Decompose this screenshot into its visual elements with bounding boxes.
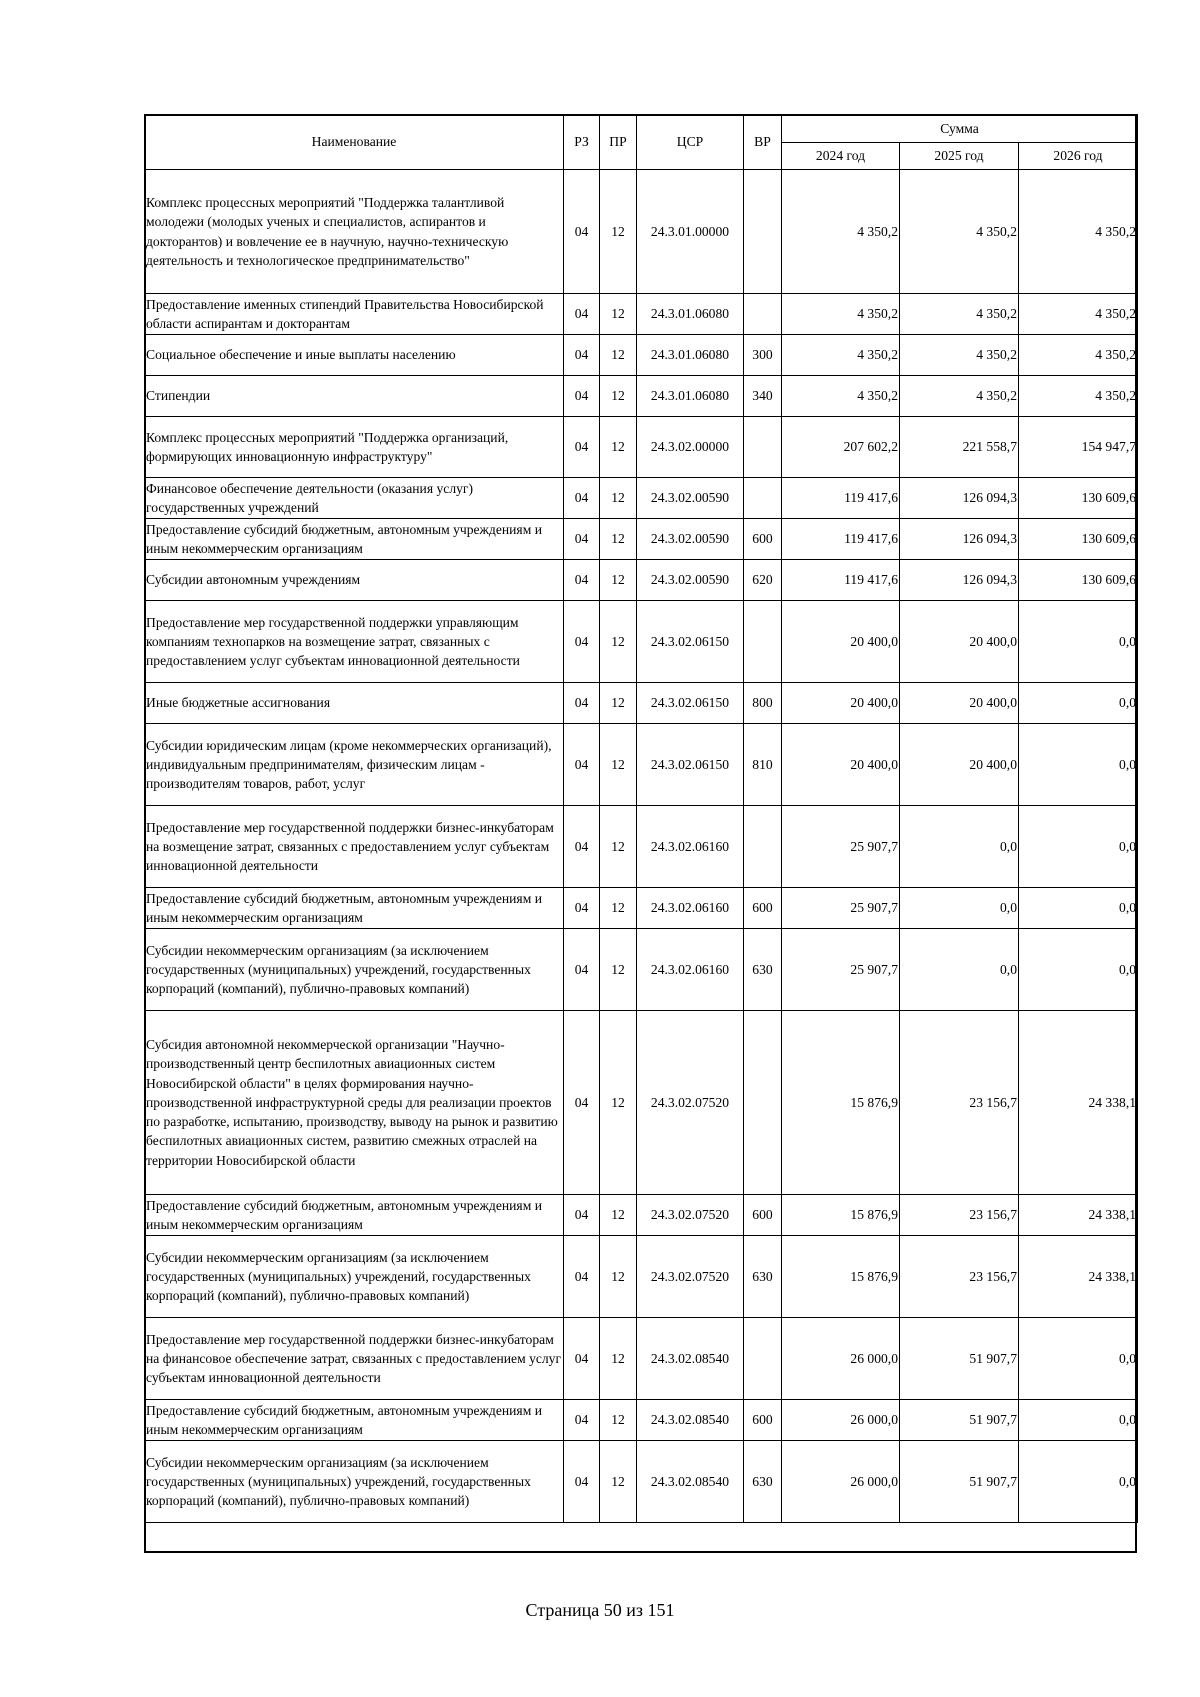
table-row bbox=[145, 519, 1138, 560]
row-sum-2026: 4 350,2 bbox=[1019, 170, 1138, 294]
header-name: Наименование bbox=[145, 115, 564, 170]
header-year-2024: 2024 год bbox=[782, 143, 900, 170]
row-rz: 04 bbox=[564, 478, 600, 519]
row-vr bbox=[744, 417, 782, 478]
row-name: Субсидии автономным учреждениям bbox=[145, 560, 564, 601]
row-rz: 04 bbox=[564, 1318, 600, 1400]
table-row bbox=[145, 888, 1138, 929]
row-csr: 24.3.02.00590 bbox=[637, 519, 744, 560]
row-csr: 24.3.02.06160 bbox=[637, 806, 744, 888]
row-pr: 12 bbox=[600, 1236, 637, 1318]
row-vr bbox=[744, 170, 782, 294]
row-vr: 340 bbox=[744, 376, 782, 417]
row-pr: 12 bbox=[600, 1400, 637, 1441]
row-vr bbox=[744, 1011, 782, 1195]
row-name: Субсидии некоммерческим организациям (за исключением государственных (муниципальных) учреждений, государственных корпораций (компаний), публично-правовых компаний) bbox=[145, 929, 564, 1011]
table-row bbox=[145, 170, 1138, 294]
row-sum-2024: 207 602,2 bbox=[782, 417, 900, 478]
row-vr: 600 bbox=[744, 1195, 782, 1236]
row-csr: 24.3.02.08540 bbox=[637, 1318, 744, 1400]
row-pr: 12 bbox=[600, 1011, 637, 1195]
row-rz: 04 bbox=[564, 294, 600, 335]
row-sum-2026: 4 350,2 bbox=[1019, 294, 1138, 335]
row-rz: 04 bbox=[564, 519, 600, 560]
row-csr: 24.3.02.07520 bbox=[637, 1236, 744, 1318]
row-sum-2026: 0,0 bbox=[1019, 888, 1138, 929]
row-sum-2026: 130 609,6 bbox=[1019, 560, 1138, 601]
row-sum-2024: 20 400,0 bbox=[782, 724, 900, 806]
row-sum-2025: 20 400,0 bbox=[900, 724, 1019, 806]
row-sum-2025: 126 094,3 bbox=[900, 519, 1019, 560]
row-rz: 04 bbox=[564, 683, 600, 724]
row-rz: 04 bbox=[564, 560, 600, 601]
row-sum-2025: 126 094,3 bbox=[900, 478, 1019, 519]
row-vr: 600 bbox=[744, 888, 782, 929]
row-pr: 12 bbox=[600, 417, 637, 478]
row-rz: 04 bbox=[564, 335, 600, 376]
row-rz: 04 bbox=[564, 1011, 600, 1195]
row-vr: 300 bbox=[744, 335, 782, 376]
row-csr: 24.3.01.06080 bbox=[637, 335, 744, 376]
row-vr bbox=[744, 478, 782, 519]
row-csr: 24.3.02.06160 bbox=[637, 929, 744, 1011]
row-sum-2026: 0,0 bbox=[1019, 929, 1138, 1011]
row-sum-2025: 23 156,7 bbox=[900, 1195, 1019, 1236]
page-number: Страница 50 из 151 bbox=[525, 1600, 675, 1620]
row-sum-2026: 130 609,6 bbox=[1019, 519, 1138, 560]
row-name: Предоставление субсидий бюджетным, автономным учреждениям и иным некоммерческим организациям bbox=[145, 888, 564, 929]
table-body bbox=[145, 170, 1138, 1523]
row-sum-2026: 0,0 bbox=[1019, 1400, 1138, 1441]
row-sum-2025: 4 350,2 bbox=[900, 335, 1019, 376]
row-csr: 24.3.02.06150 bbox=[637, 683, 744, 724]
row-sum-2025: 51 907,7 bbox=[900, 1441, 1019, 1523]
row-pr: 12 bbox=[600, 1441, 637, 1523]
row-sum-2024: 15 876,9 bbox=[782, 1236, 900, 1318]
row-rz: 04 bbox=[564, 724, 600, 806]
row-pr: 12 bbox=[600, 1195, 637, 1236]
row-csr: 24.3.02.00590 bbox=[637, 478, 744, 519]
budget-table bbox=[144, 114, 1138, 1523]
row-sum-2026: 4 350,2 bbox=[1019, 335, 1138, 376]
row-pr: 12 bbox=[600, 294, 637, 335]
row-pr: 12 bbox=[600, 888, 637, 929]
row-sum-2026: 0,0 bbox=[1019, 806, 1138, 888]
row-sum-2025: 0,0 bbox=[900, 929, 1019, 1011]
row-name: Субсидии юридическим лицам (кроме некоммерческих организаций), индивидуальным предпринимателям, физическим лицам - производителям товаров, работ, услуг bbox=[145, 724, 564, 806]
row-pr: 12 bbox=[600, 601, 637, 683]
row-sum-2024: 20 400,0 bbox=[782, 601, 900, 683]
row-vr: 630 bbox=[744, 1236, 782, 1318]
table-row bbox=[145, 683, 1138, 724]
header-rz: РЗ bbox=[564, 115, 600, 170]
table-row bbox=[145, 1318, 1138, 1400]
row-sum-2026: 0,0 bbox=[1019, 601, 1138, 683]
row-name: Финансовое обеспечение деятельности (оказания услуг) государственных учреждений bbox=[145, 478, 564, 519]
row-rz: 04 bbox=[564, 1195, 600, 1236]
table-row bbox=[145, 1400, 1138, 1441]
row-vr: 810 bbox=[744, 724, 782, 806]
row-vr: 630 bbox=[744, 1441, 782, 1523]
row-pr: 12 bbox=[600, 376, 637, 417]
table-header-row bbox=[145, 115, 1138, 143]
row-sum-2026: 0,0 bbox=[1019, 1441, 1138, 1523]
row-pr: 12 bbox=[600, 335, 637, 376]
row-csr: 24.3.02.00590 bbox=[637, 560, 744, 601]
row-sum-2024: 26 000,0 bbox=[782, 1318, 900, 1400]
table-row bbox=[145, 417, 1138, 478]
row-sum-2025: 126 094,3 bbox=[900, 560, 1019, 601]
row-sum-2025: 20 400,0 bbox=[900, 601, 1019, 683]
row-sum-2025: 0,0 bbox=[900, 806, 1019, 888]
row-sum-2024: 119 417,6 bbox=[782, 478, 900, 519]
row-name: Иные бюджетные ассигнования bbox=[145, 683, 564, 724]
table-row bbox=[145, 294, 1138, 335]
row-sum-2025: 23 156,7 bbox=[900, 1236, 1019, 1318]
row-rz: 04 bbox=[564, 376, 600, 417]
row-sum-2024: 15 876,9 bbox=[782, 1011, 900, 1195]
row-pr: 12 bbox=[600, 683, 637, 724]
row-sum-2026: 24 338,1 bbox=[1019, 1236, 1138, 1318]
table-row bbox=[145, 560, 1138, 601]
row-sum-2025: 20 400,0 bbox=[900, 683, 1019, 724]
row-vr: 630 bbox=[744, 929, 782, 1011]
row-name: Предоставление именных стипендий Правительства Новосибирской области аспирантам и докторантам bbox=[145, 294, 564, 335]
row-sum-2024: 26 000,0 bbox=[782, 1400, 900, 1441]
row-name: Предоставление субсидий бюджетным, автономным учреждениям и иным некоммерческим организациям bbox=[145, 1195, 564, 1236]
header-pr: ПР bbox=[600, 115, 637, 170]
table-row bbox=[145, 1441, 1138, 1523]
row-sum-2025: 51 907,7 bbox=[900, 1318, 1019, 1400]
row-csr: 24.3.01.00000 bbox=[637, 170, 744, 294]
row-rz: 04 bbox=[564, 170, 600, 294]
row-pr: 12 bbox=[600, 1318, 637, 1400]
row-sum-2025: 221 558,7 bbox=[900, 417, 1019, 478]
header-year-2025: 2025 год bbox=[900, 143, 1019, 170]
row-rz: 04 bbox=[564, 929, 600, 1011]
row-csr: 24.3.02.00000 bbox=[637, 417, 744, 478]
row-sum-2025: 23 156,7 bbox=[900, 1011, 1019, 1195]
row-sum-2026: 154 947,7 bbox=[1019, 417, 1138, 478]
row-rz: 04 bbox=[564, 417, 600, 478]
row-sum-2025: 4 350,2 bbox=[900, 170, 1019, 294]
row-sum-2024: 25 907,7 bbox=[782, 806, 900, 888]
row-name: Субсидия автономной некоммерческой организации "Научно-производственный центр беспилотных авиационных систем Новосибирской области" в целях формирования научно-производственной инфраструктурной среды для реализации проектов по разработке, испытанию, производству, выводу на рынок и развитию беспилотных авиационных систем, развитию смежных отраслей на территории Новосибирской области bbox=[145, 1011, 564, 1195]
row-rz: 04 bbox=[564, 1400, 600, 1441]
row-sum-2024: 4 350,2 bbox=[782, 376, 900, 417]
row-name: Социальное обеспечение и иные выплаты населению bbox=[145, 335, 564, 376]
table-row bbox=[145, 1195, 1138, 1236]
row-csr: 24.3.02.08540 bbox=[637, 1400, 744, 1441]
row-sum-2026: 0,0 bbox=[1019, 724, 1138, 806]
row-name: Предоставление субсидий бюджетным, автономным учреждениям и иным некоммерческим организациям bbox=[145, 1400, 564, 1441]
row-csr: 24.3.01.06080 bbox=[637, 294, 744, 335]
table-row bbox=[145, 335, 1138, 376]
table-row bbox=[145, 1236, 1138, 1318]
row-vr: 600 bbox=[744, 1400, 782, 1441]
row-sum-2024: 119 417,6 bbox=[782, 560, 900, 601]
table-row bbox=[145, 478, 1138, 519]
row-sum-2024: 4 350,2 bbox=[782, 294, 900, 335]
row-sum-2024: 25 907,7 bbox=[782, 929, 900, 1011]
row-csr: 24.3.02.06150 bbox=[637, 724, 744, 806]
header-vr: ВР bbox=[744, 115, 782, 170]
row-name: Предоставление мер государственной поддержки бизнес-инкубаторам на возмещение затрат, связанных с предоставлением услуг субъектам инновационной деятельности bbox=[145, 806, 564, 888]
row-name: Предоставление мер государственной поддержки управляющим компаниям технопарков на возмещение затрат, связанных с предоставлением услуг субъектам инновационной деятельности bbox=[145, 601, 564, 683]
table-row bbox=[145, 601, 1138, 683]
row-sum-2025: 4 350,2 bbox=[900, 294, 1019, 335]
row-rz: 04 bbox=[564, 806, 600, 888]
row-vr: 620 bbox=[744, 560, 782, 601]
row-sum-2024: 119 417,6 bbox=[782, 519, 900, 560]
row-csr: 24.3.02.07520 bbox=[637, 1195, 744, 1236]
row-sum-2026: 4 350,2 bbox=[1019, 376, 1138, 417]
table-row bbox=[145, 376, 1138, 417]
row-name: Предоставление субсидий бюджетным, автономным учреждениям и иным некоммерческим организациям bbox=[145, 519, 564, 560]
row-sum-2024: 25 907,7 bbox=[782, 888, 900, 929]
table-row bbox=[145, 929, 1138, 1011]
row-rz: 04 bbox=[564, 1236, 600, 1318]
row-name: Стипендии bbox=[145, 376, 564, 417]
row-rz: 04 bbox=[564, 601, 600, 683]
row-pr: 12 bbox=[600, 724, 637, 806]
header-sum: Сумма bbox=[782, 115, 1138, 143]
row-sum-2024: 4 350,2 bbox=[782, 335, 900, 376]
row-pr: 12 bbox=[600, 560, 637, 601]
row-vr: 800 bbox=[744, 683, 782, 724]
row-sum-2024: 20 400,0 bbox=[782, 683, 900, 724]
row-name: Предоставление мер государственной поддержки бизнес-инкубаторам на финансовое обеспечение затрат, связанных с предоставлением услуг субъектам инновационной деятельности bbox=[145, 1318, 564, 1400]
header-csr: ЦСР bbox=[637, 115, 744, 170]
row-sum-2024: 26 000,0 bbox=[782, 1441, 900, 1523]
row-name: Комплекс процессных мероприятий "Поддержка организаций, формирующих инновационную инфраструктуру" bbox=[145, 417, 564, 478]
row-vr bbox=[744, 294, 782, 335]
row-sum-2025: 4 350,2 bbox=[900, 376, 1019, 417]
row-name: Комплекс процессных мероприятий "Поддержка талантливой молодежи (молодых ученых и специалистов, аспирантов и докторантов) и вовлечение ее в научную, научно-техническую деятельность и технологическое предпринимательство" bbox=[145, 170, 564, 294]
row-csr: 24.3.02.06150 bbox=[637, 601, 744, 683]
row-sum-2026: 0,0 bbox=[1019, 683, 1138, 724]
table-row bbox=[145, 1011, 1138, 1195]
row-vr bbox=[744, 601, 782, 683]
header-year-2026: 2026 год bbox=[1019, 143, 1138, 170]
row-vr: 600 bbox=[744, 519, 782, 560]
row-pr: 12 bbox=[600, 929, 637, 1011]
row-sum-2026: 24 338,1 bbox=[1019, 1195, 1138, 1236]
table-row bbox=[145, 806, 1138, 888]
row-vr bbox=[744, 1318, 782, 1400]
row-pr: 12 bbox=[600, 519, 637, 560]
row-sum-2024: 4 350,2 bbox=[782, 170, 900, 294]
row-pr: 12 bbox=[600, 170, 637, 294]
row-csr: 24.3.02.06160 bbox=[637, 888, 744, 929]
row-csr: 24.3.02.07520 bbox=[637, 1011, 744, 1195]
row-sum-2026: 24 338,1 bbox=[1019, 1011, 1138, 1195]
row-sum-2025: 51 907,7 bbox=[900, 1400, 1019, 1441]
row-csr: 24.3.02.08540 bbox=[637, 1441, 744, 1523]
row-pr: 12 bbox=[600, 806, 637, 888]
row-sum-2025: 0,0 bbox=[900, 888, 1019, 929]
row-name: Субсидии некоммерческим организациям (за исключением государственных (муниципальных) учреждений, государственных корпораций (компаний), публично-правовых компаний) bbox=[145, 1236, 564, 1318]
row-name: Субсидии некоммерческим организациям (за исключением государственных (муниципальных) учреждений, государственных корпораций (компаний), публично-правовых компаний) bbox=[145, 1441, 564, 1523]
row-sum-2026: 130 609,6 bbox=[1019, 478, 1138, 519]
row-vr bbox=[744, 806, 782, 888]
table-row bbox=[145, 724, 1138, 806]
row-csr: 24.3.01.06080 bbox=[637, 376, 744, 417]
row-rz: 04 bbox=[564, 1441, 600, 1523]
row-sum-2024: 15 876,9 bbox=[782, 1195, 900, 1236]
row-sum-2026: 0,0 bbox=[1019, 1318, 1138, 1400]
row-pr: 12 bbox=[600, 478, 637, 519]
row-rz: 04 bbox=[564, 888, 600, 929]
